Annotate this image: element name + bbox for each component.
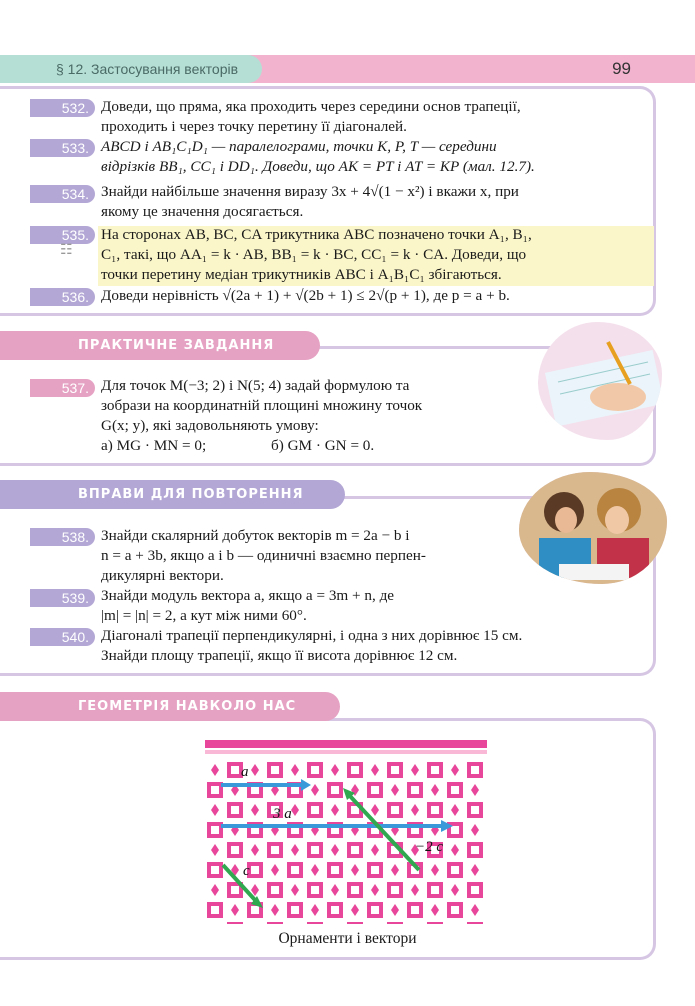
exercise-number: 538. [30, 528, 95, 546]
exercise-532-text: Доведи, що пряма, яка проходить через середини основ трапеції, проходить і через точку перетину її діагоналей. [101, 98, 521, 135]
exercise-538-text: Знайди скалярний добуток векторів m = 2a − b і n = a + 3b, якщо a і b — одиничні взаємно перпен- дикулярні вектори. [101, 527, 426, 584]
practical-photo [538, 322, 662, 440]
label-a: a [241, 764, 249, 780]
geometry-banner: ГЕОМЕТРІЯ НАВКОЛО НАС [0, 692, 340, 721]
exercise-number: 537. [30, 379, 95, 397]
review-banner: ВПРАВИ ДЛЯ ПОВТОРЕННЯ [0, 480, 345, 509]
ornament-top-border [205, 740, 487, 748]
exercise-number: 534. [30, 185, 95, 203]
label-c: c [243, 863, 250, 879]
exercise-540-text: Діагоналі трапеції перпендикулярні, і одна з них дорівнює 15 см. Знайди площу трапеції, якщо її висота дорівнює 12 см. [101, 627, 523, 664]
exercise-number: 539. [30, 589, 95, 607]
exercise-534-text: Знайди найбільше значення виразу 3x + 4√(1 − x²) і вкажи x, при якому це значення досягається. [101, 183, 519, 220]
writing-hand-icon [538, 322, 662, 440]
exercise-number: 533. [30, 139, 95, 157]
ornament-top-stripe [205, 750, 487, 754]
page-number: 99 [612, 59, 631, 78]
exercise-539-text: Знайди модуль вектора a, якщо a = 3m + n, де |m| = |n| = 2, а кут між ними 60°. [101, 587, 395, 624]
label-minus-2c: −2 c [415, 839, 444, 855]
students-icon [519, 472, 667, 584]
section-title: § 12. Застосування векторів [0, 55, 262, 83]
option-a: а) MG · MN = 0; [101, 437, 207, 454]
page-header [0, 55, 695, 83]
option-b: б) GM · GN = 0. [271, 437, 375, 454]
exercise-number: 536. [30, 288, 95, 306]
exercise-number: 540. [30, 628, 95, 646]
exercise-533-text: ABCD і AB₁C₁D₁ — паралелограми, точки K, P, T — середини відрізків BB₁, CC₁ і DD₁. Доведи, що AK = PT і AT = KP (мал. 12.7). [101, 138, 535, 175]
ornament-figure [205, 740, 487, 926]
exercise-537-text: Для точок M(−3; 2) і N(5; 4) задай формулою та зобрази на координатній площині множину точок G(x; y), які задовольняють умову: а) MG · MN = 0; б) GM · GN = 0. [101, 377, 423, 454]
label-3a: 3 a [273, 806, 292, 822]
exercise-536-text: Доведи нерівність √(2a + 1) + √(2b + 1) ≤ 2√(p + 1), де p = a + b. [101, 287, 510, 304]
figure-caption: Орнаменти і вектори [278, 930, 417, 947]
ornament-pattern [205, 758, 487, 924]
practical-banner: ПРАКТИЧНЕ ЗАВДАННЯ [0, 331, 320, 360]
exercise-number: 535. [30, 226, 95, 244]
exercise-535-text: На сторонах AB, BC, CA трикутника ABC позначено точки A₁, B₁, C₁, такі, що AA₁ = k · AB, BB₁ = k · BC, CC₁ = k · CA. Доведи, що точки перетину медіан трикутників ABC і A₁B₁C₁ збігаються. [101, 226, 532, 283]
review-photo [519, 472, 667, 584]
challenge-icon: ☷ [60, 243, 73, 258]
exercise-number: 532. [30, 99, 95, 117]
